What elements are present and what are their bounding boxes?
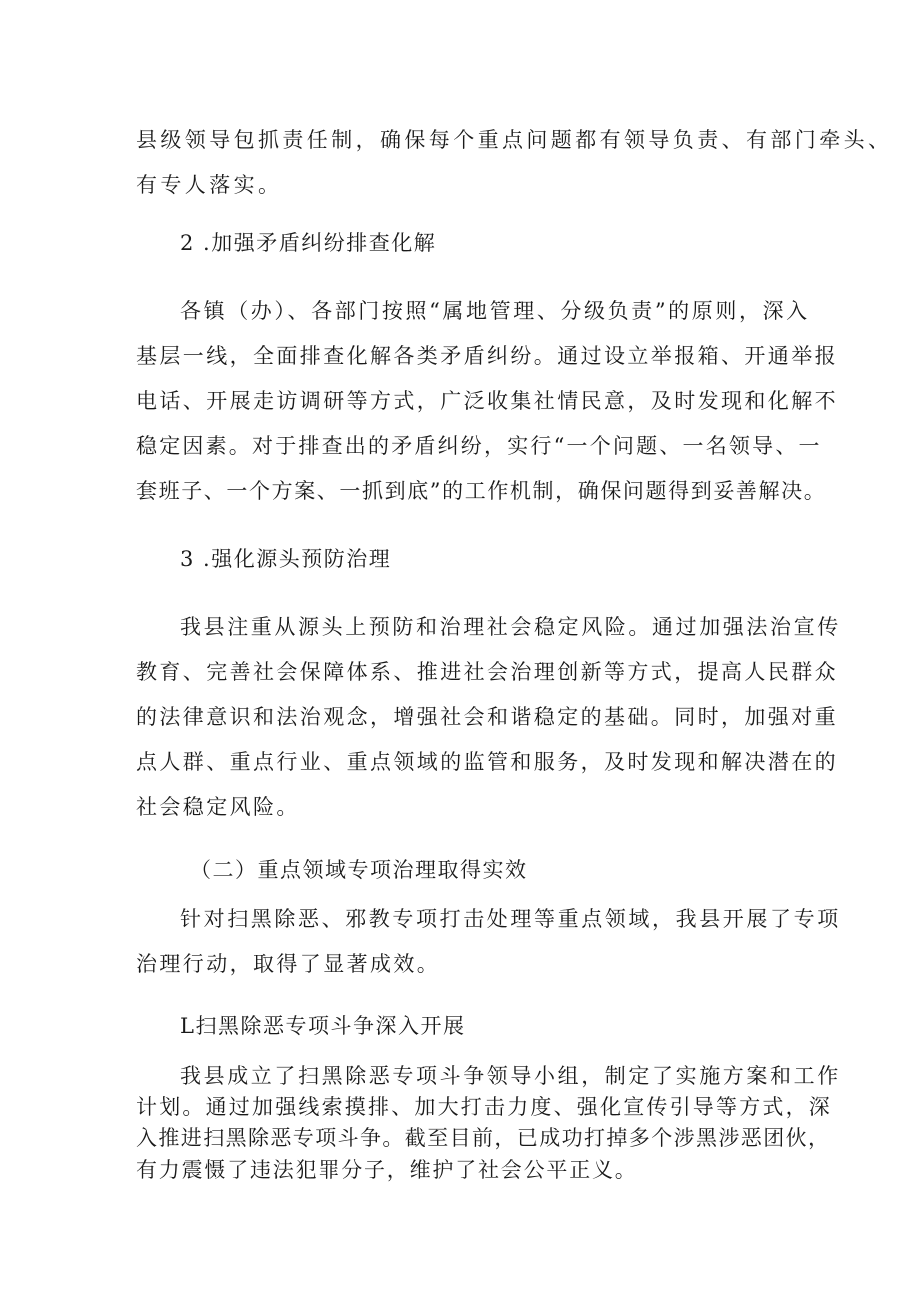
paragraph-2-line-5: 套班子、一个方案、一抓到底”的工作机制，确保问题得到妥善解决。 xyxy=(136,479,827,503)
paragraph-5-line-4: 有力震慑了违法犯罪分子，维护了社会公平正义。 xyxy=(136,1158,638,1182)
paragraph-3-line-3: 的法律意识和法治观念，增强社会和谐稳定的基础。同时，加强对重 xyxy=(136,705,838,729)
paragraph-4-line-1: 针对扫黑除恶、邪教专项打击处理等重点领域，我县开展了专项 xyxy=(180,907,841,931)
paragraph-3-line-5: 社会稳定风险。 xyxy=(136,795,300,819)
subheading-3: 3 .强化源头预防治理 xyxy=(180,547,392,571)
paragraph-2-line-4: 稳定因素。对于排查出的矛盾纠纷，实行“一个问题、一名领导、一 xyxy=(136,434,822,458)
paragraph-2-line-3: 电话、开展走访调研等方式，广泛收集社情民意，及时发现和化解不 xyxy=(136,389,838,413)
paragraph-3-line-2: 教育、完善社会保障体系、推进社会治理创新等方式，提高人民群众 xyxy=(136,660,838,684)
paragraph-5-line-1: 我县成立了扫黑除恶专项斗争领导小组，制定了实施方案和工作 xyxy=(180,1064,841,1088)
paragraph-2-line-2: 基层一线，全面排查化解各类矛盾纠纷。通过设立举报箱、开通举报 xyxy=(136,344,838,368)
paragraph-3-line-1: 我县注重从源头上预防和治理社会稳定风险。通过加强法治宣传 xyxy=(180,615,841,639)
section-heading-2: （二）重点领域专项治理取得实效 xyxy=(190,858,528,882)
paragraph-1-line-1: 县级领导包抓责任制，确保每个重点问题都有领导负责、有部门牵头、 xyxy=(136,128,893,152)
paragraph-4-line-2: 治理行动，取得了显著成效。 xyxy=(136,952,441,976)
paragraph-2-line-1: 各镇（办）、各部门按照“属地管理、分级负责”的原则，深入 xyxy=(180,299,810,323)
subheading-1: L扫黑除恶专项斗争深入开展 xyxy=(180,1014,466,1038)
subheading-2: 2 .加强矛盾纠纷排查化解 xyxy=(180,231,437,255)
paragraph-5-line-2: 计划。通过加强线索摸排、加大打击力度、强化宣传引导等方式，深 xyxy=(136,1095,832,1119)
paragraph-3-line-4: 点人群、重点行业、重点领域的监管和服务，及时发现和解决潜在的 xyxy=(136,750,838,774)
paragraph-1-line-2: 有专人落实。 xyxy=(136,173,283,197)
paragraph-5-line-3: 入推进扫黑除恶专项斗争。截至目前，已成功打掉多个涉黑涉恶团伙， xyxy=(136,1126,831,1150)
